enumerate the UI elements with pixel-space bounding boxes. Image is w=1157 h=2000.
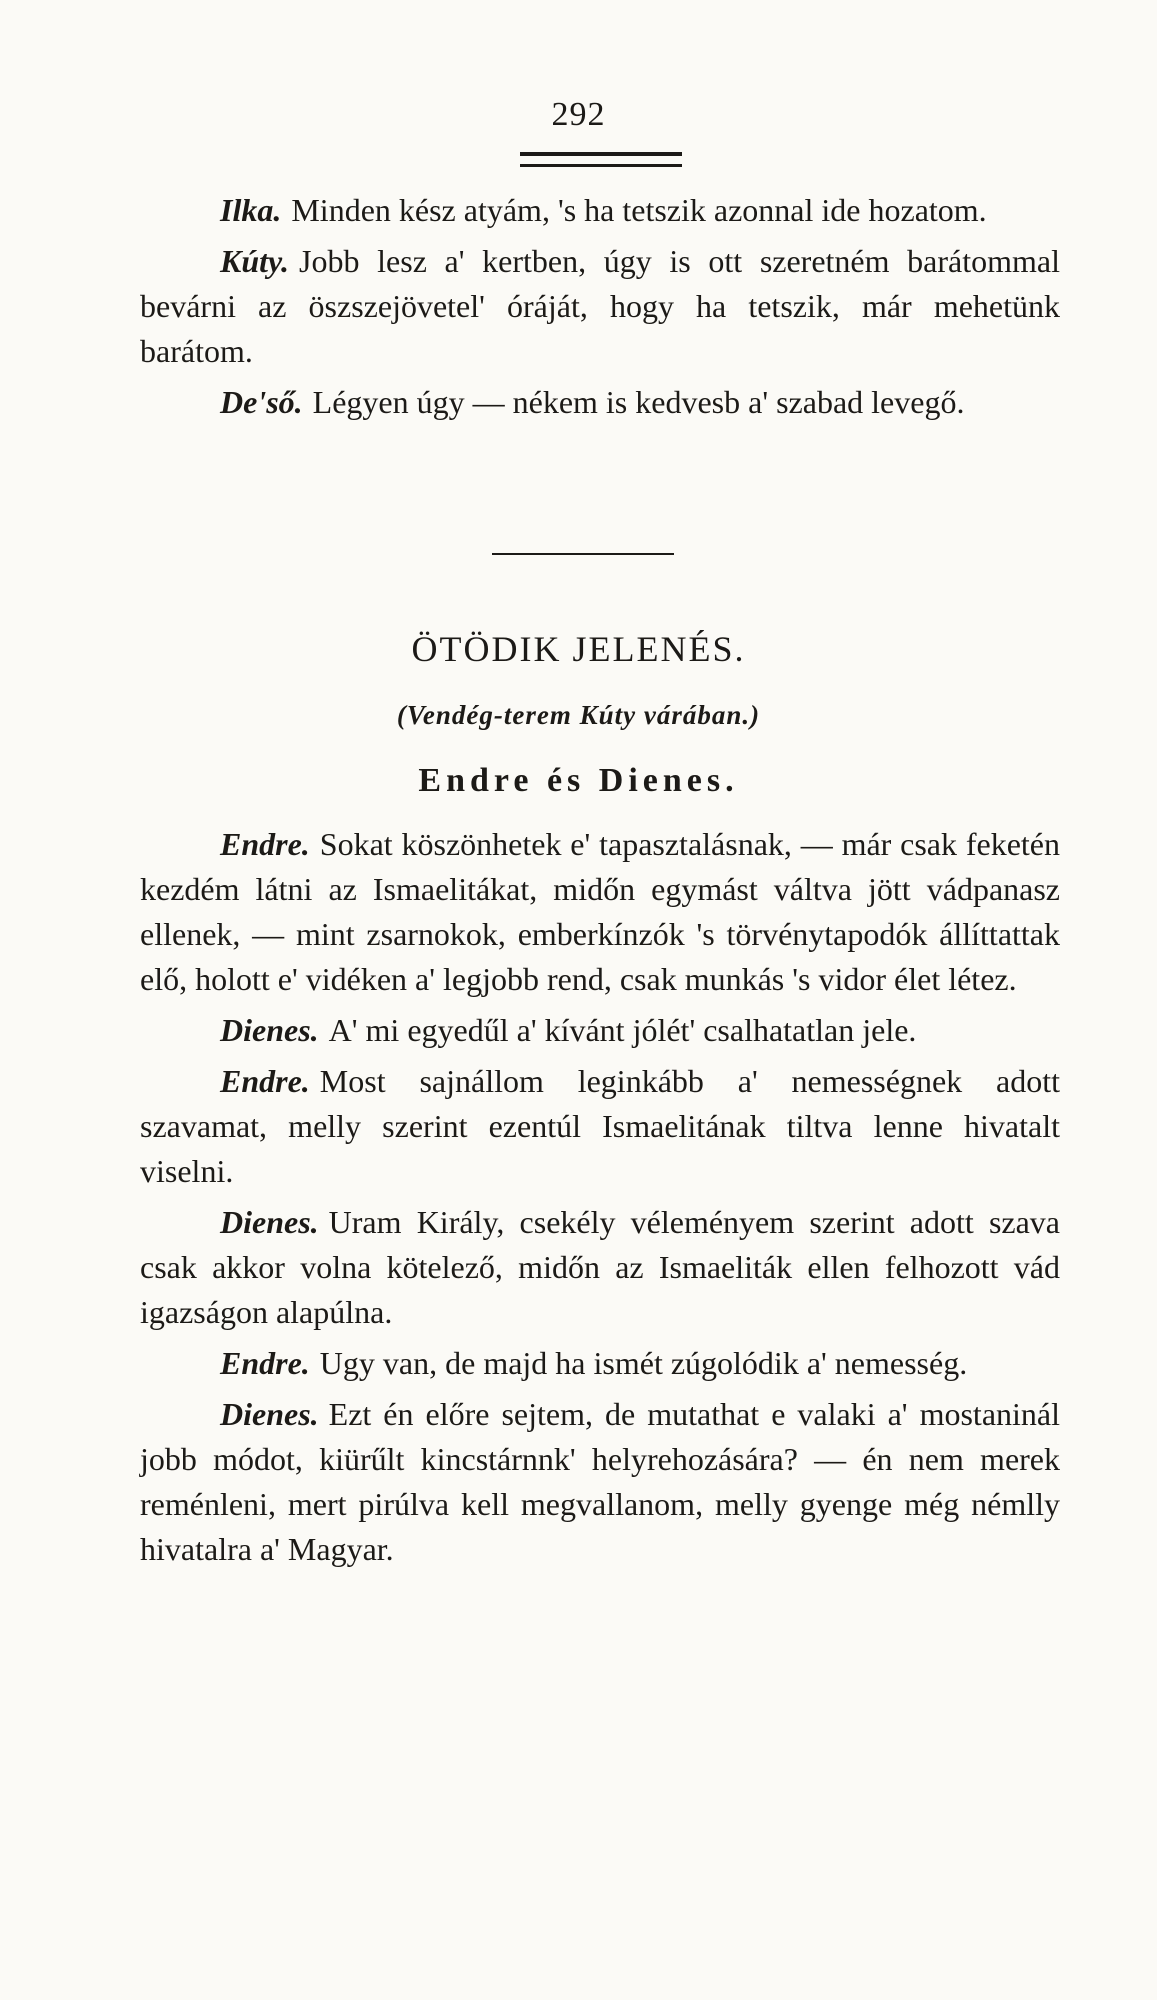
- dialogue-paragraph: [140, 1059, 1060, 1194]
- speaker-name: Endre.: [220, 1063, 310, 1099]
- speaker-name: Dienes.: [220, 1012, 319, 1048]
- dialogue-text: Most sajnállom leginkább a' nemességnek adott szavamat, melly szerint ezentúl Ismaelitának tiltva lenne hivatalt viselni.: [140, 1063, 1060, 1189]
- speaker-name: Dienes.: [220, 1396, 319, 1432]
- dialogue-text: Ugy van, de majd ha ismét zúgolódik a' nemesség.: [319, 1345, 968, 1381]
- scene-location: (Vendég-terem Kúty várában.): [396, 700, 761, 730]
- speaker-name: Endre.: [220, 826, 310, 862]
- dialogue-paragraph: [140, 822, 1060, 1002]
- dialogue-paragraph: [140, 1341, 1060, 1386]
- scene-title: ÖTÖDIK JELENÉS.: [411, 629, 746, 669]
- dialogue-paragraph: [140, 1008, 1060, 1053]
- speaker-name: Endre.: [220, 1345, 310, 1381]
- dialogue-paragraph: [140, 1200, 1060, 1335]
- dialogue-text: A' mi egyedűl a' kívánt jólét' csalhatatlan jele.: [328, 1012, 917, 1048]
- opening-dialogue: [140, 188, 1060, 431]
- dialogue-text: Minden kész atyám, 's ha tetszik azonnal ide hozatom.: [291, 192, 987, 228]
- dialogue-paragraph: [140, 380, 1060, 425]
- speaker-name: Ilka.: [220, 192, 282, 228]
- dialogue-text: Jobb lesz a' kertben, úgy is ott szeretném barátommal bevárni az öszszejövetel' óráját, hogy ha tetszik, már mehetünk barátom.: [140, 243, 1060, 369]
- speaker-name: Kúty.: [220, 243, 290, 279]
- scene-characters: Endre és Dienes.: [418, 762, 739, 799]
- scene-dialogue: [140, 822, 1060, 1578]
- dialogue-paragraph: [140, 239, 1060, 374]
- speaker-name: Dienes.: [220, 1204, 319, 1240]
- dialogue-text: Légyen úgy — nékem is kedvesb a' szabad levegő.: [312, 384, 965, 420]
- dialogue-paragraph: [140, 188, 1060, 233]
- section-divider-rule: [492, 553, 674, 555]
- dialogue-text: Uram Király, csekély véleményem szerint adott szava csak akkor volna kötelező, midőn az Ismaeliták ellen felhozott vád igazságon alapúlna.: [140, 1204, 1060, 1330]
- page-number: 292: [551, 96, 606, 133]
- speaker-name: De'ső.: [220, 384, 303, 420]
- dialogue-text: Ezt én előre sejtem, de mutathat e valaki a' mostaninál jobb módot, kiürűlt kincstárnnk' helyrehozására? — én nem merek reménleni, mert pirúlva kell megvallanom, melly gyenge még némlly hivatalra a' Magyar.: [140, 1396, 1060, 1567]
- dialogue-paragraph: [140, 1392, 1060, 1572]
- dialogue-text: Sokat köszönhetek e' tapasztalásnak, — már csak feketén kezdém látni az Ismaelitákat, midőn egymást váltva jött vádpanasz ellenek, — mint zsarnokok, emberkínzók 's törvénytapodók állíttattak elő, holott e' vidéken a' legjobb rend, csak munkás 's vidor élet létez.: [140, 826, 1060, 997]
- header-double-rule: [520, 152, 682, 167]
